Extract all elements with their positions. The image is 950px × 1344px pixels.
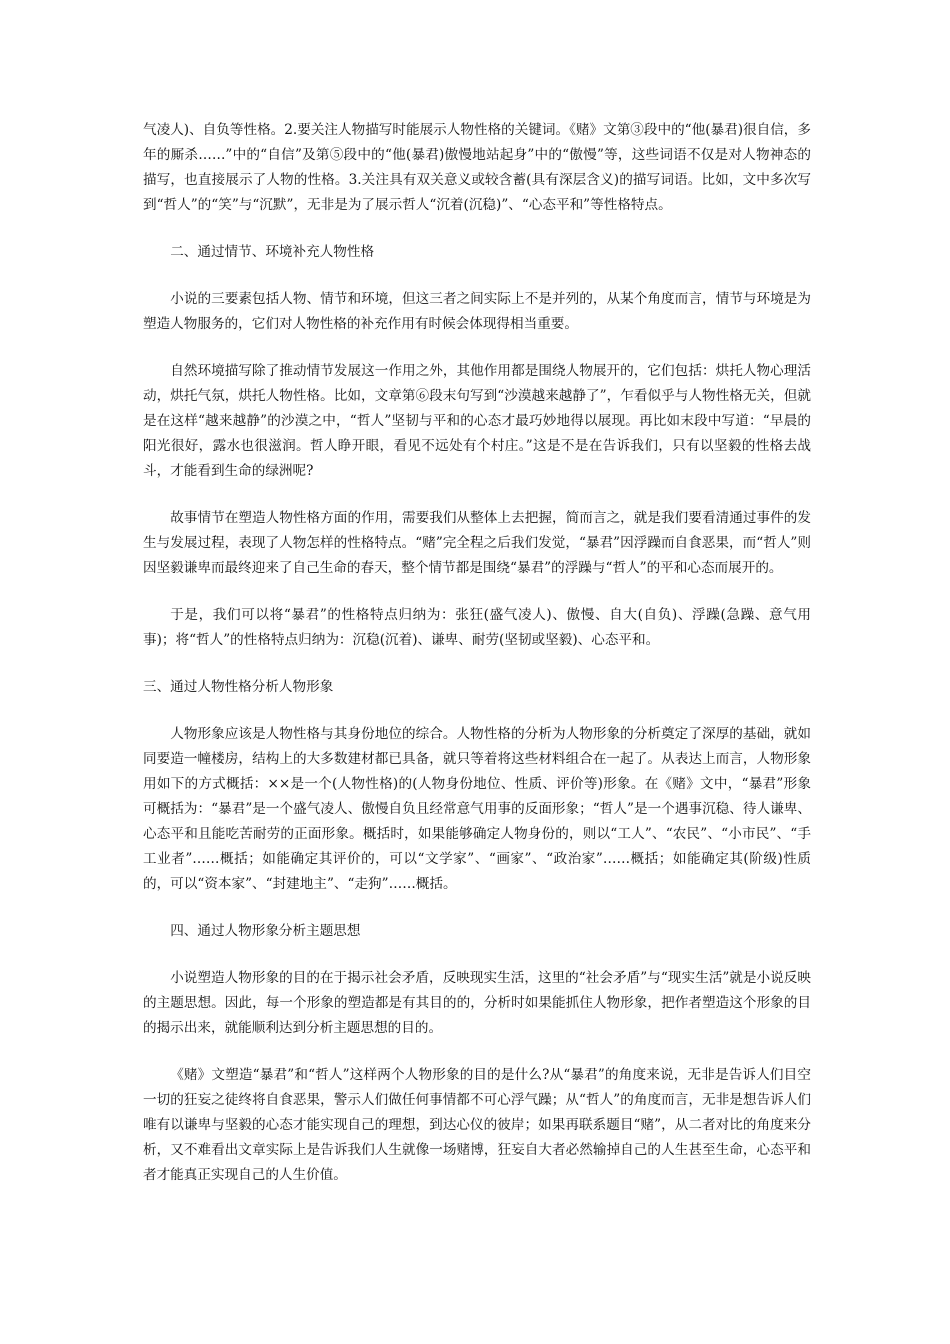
paragraph-character-keywords: 气凌人)、自负等性格。2.要关注人物描写时能展示人物性格的关键词。《赌》文第③段中的“他(暴君)很自信，多年的厮杀……”中的“自信”及第⑤段中的“他(暴君)傲慢地站起身”中的“傲慢”等，这些词语不仅是对人物神态的描写，也直接展示了人物的性格。3.关注具有双关意义或较含蓄(具有深层含义)的描写词语。比如，文中多次写到“哲人”的“笑”与“沉默”，无非是为了展示哲人“沉着(沉稳)”、“心态平和”等性格特点。 — [143, 122, 811, 213]
paragraph-three-elements: 小说的三要素包括人物、情节和环境，但这三者之间实际上不是并列的，从某个角度而言，情节与环境是为塑造人物服务的，它们对人物性格的补充作用有时候会体现得相当重要。 — [143, 291, 811, 332]
paragraph-theme-purpose: 小说塑造人物形象的目的在于揭示社会矛盾，反映现实生活，这里的“社会矛盾”与“现实生活”就是小说反映的主题思想。因此，每一个形象的塑造都是有其目的的，分析时如果能抓住人物形象，把作者塑造这个形象的目的揭示出来，就能顺利达到分析主题思想的目的。 — [143, 970, 811, 1036]
paragraph-theme-analysis: 《赌》文塑造“暴君”和“哲人”这样两个人物形象的目的是什么?从“暴君”的角度来说，无非是告诉人们目空一切的狂妄之徒终将自食恶果，警示人们做任何事情都不可心浮气躁；从“哲人”的角度而言，无非是想告诉人们唯有以谦卑与坚毅的心态才能实现自己的理想，到达心仪的彼岸；如果再联系题目“赌”，从二者对比的角度来分析，又不难看出文章实际上是告诉我们人生就像一场赌博，狂妄自大者必然输掉自己的人生甚至生命，心态平和者才能真正实现自己的人生价值。 — [143, 1067, 811, 1183]
document-page — [143, 118, 811, 1210]
section-heading-plot-environment: 二、通过情节、环境补充人物性格 — [170, 244, 375, 260]
paragraph-plot-role: 故事情节在塑造人物性格方面的作用，需要我们从整体上去把握，简而言之，就是我们要看清通过事件的发生与发展过程，表现了人物怎样的性格特点。“赌”完全程之后我们发觉，“暴君”因浮躁而自食恶果，而“哲人”则因坚毅谦卑而最终迎来了自己生命的春天，整个情节都是围绕“暴君”的浮躁与“哲人”的平和心态而展开的。 — [143, 510, 811, 576]
paragraph-character-image: 人物形象应该是人物性格与其身份地位的综合。人物性格的分析为人物形象的分析奠定了深厚的基础，就如同要造一幢楼房，结构上的大多数建材都已具备，就只等着将这些材料组合在一起了。从表达上而言，人物形象用如下的方式概括：××是一个(人物性格)的(人物身份地位、性质、评价等)形象。在《赌》文中，“暴君”形象可概括为：“暴君”是一个盛气凌人、傲慢自负且经常意气用事的反面形象；“哲人”是一个遇事沉稳、待人谦卑、心态平和且能吃苦耐劳的正面形象。概括时，如果能够确定人物身份的，则以“工人”、“农民”、“小市民”、“手工业者”……概括；如能确定其评价的，可以“文学家”、“画家”、“政治家”……概括；如能确定其(阶级)性质的，可以“资本家”、“封建地主”、“走狗”……概括。 — [143, 726, 811, 892]
section-heading-theme: 四、通过人物形象分析主题思想 — [170, 923, 361, 939]
paragraph-character-summary: 于是，我们可以将“暴君”的性格特点归纳为：张狂(盛气凌人)、傲慢、自大(自负)、浮躁(急躁、意气用事)；将“哲人”的性格特点归纳为：沉稳(沉着)、谦卑、耐劳(坚韧或坚毅)、心态平和。 — [143, 607, 811, 648]
paragraph-environment-description: 自然环境描写除了推动情节发展这一作用之外，其他作用都是围绕人物展开的，它们包括：烘托人物心理活动，烘托气氛，烘托人物性格。比如，文章第⑥段末句写到“沙漠越来越静了”，乍看似乎与人物性格无关，但就是在这样“越来越静”的沙漠之中，“哲人”坚韧与平和的心态才最巧妙地得以展现。再比如末段中写道：“早晨的阳光很好，露水也很滋润。哲人睁开眼，看见不远处有个村庄。”这是不是在告诉我们，只有以坚毅的性格去战斗，才能看到生命的绿洲呢? — [143, 363, 811, 479]
section-heading-character-image: 三、通过人物性格分析人物形象 — [143, 679, 334, 695]
